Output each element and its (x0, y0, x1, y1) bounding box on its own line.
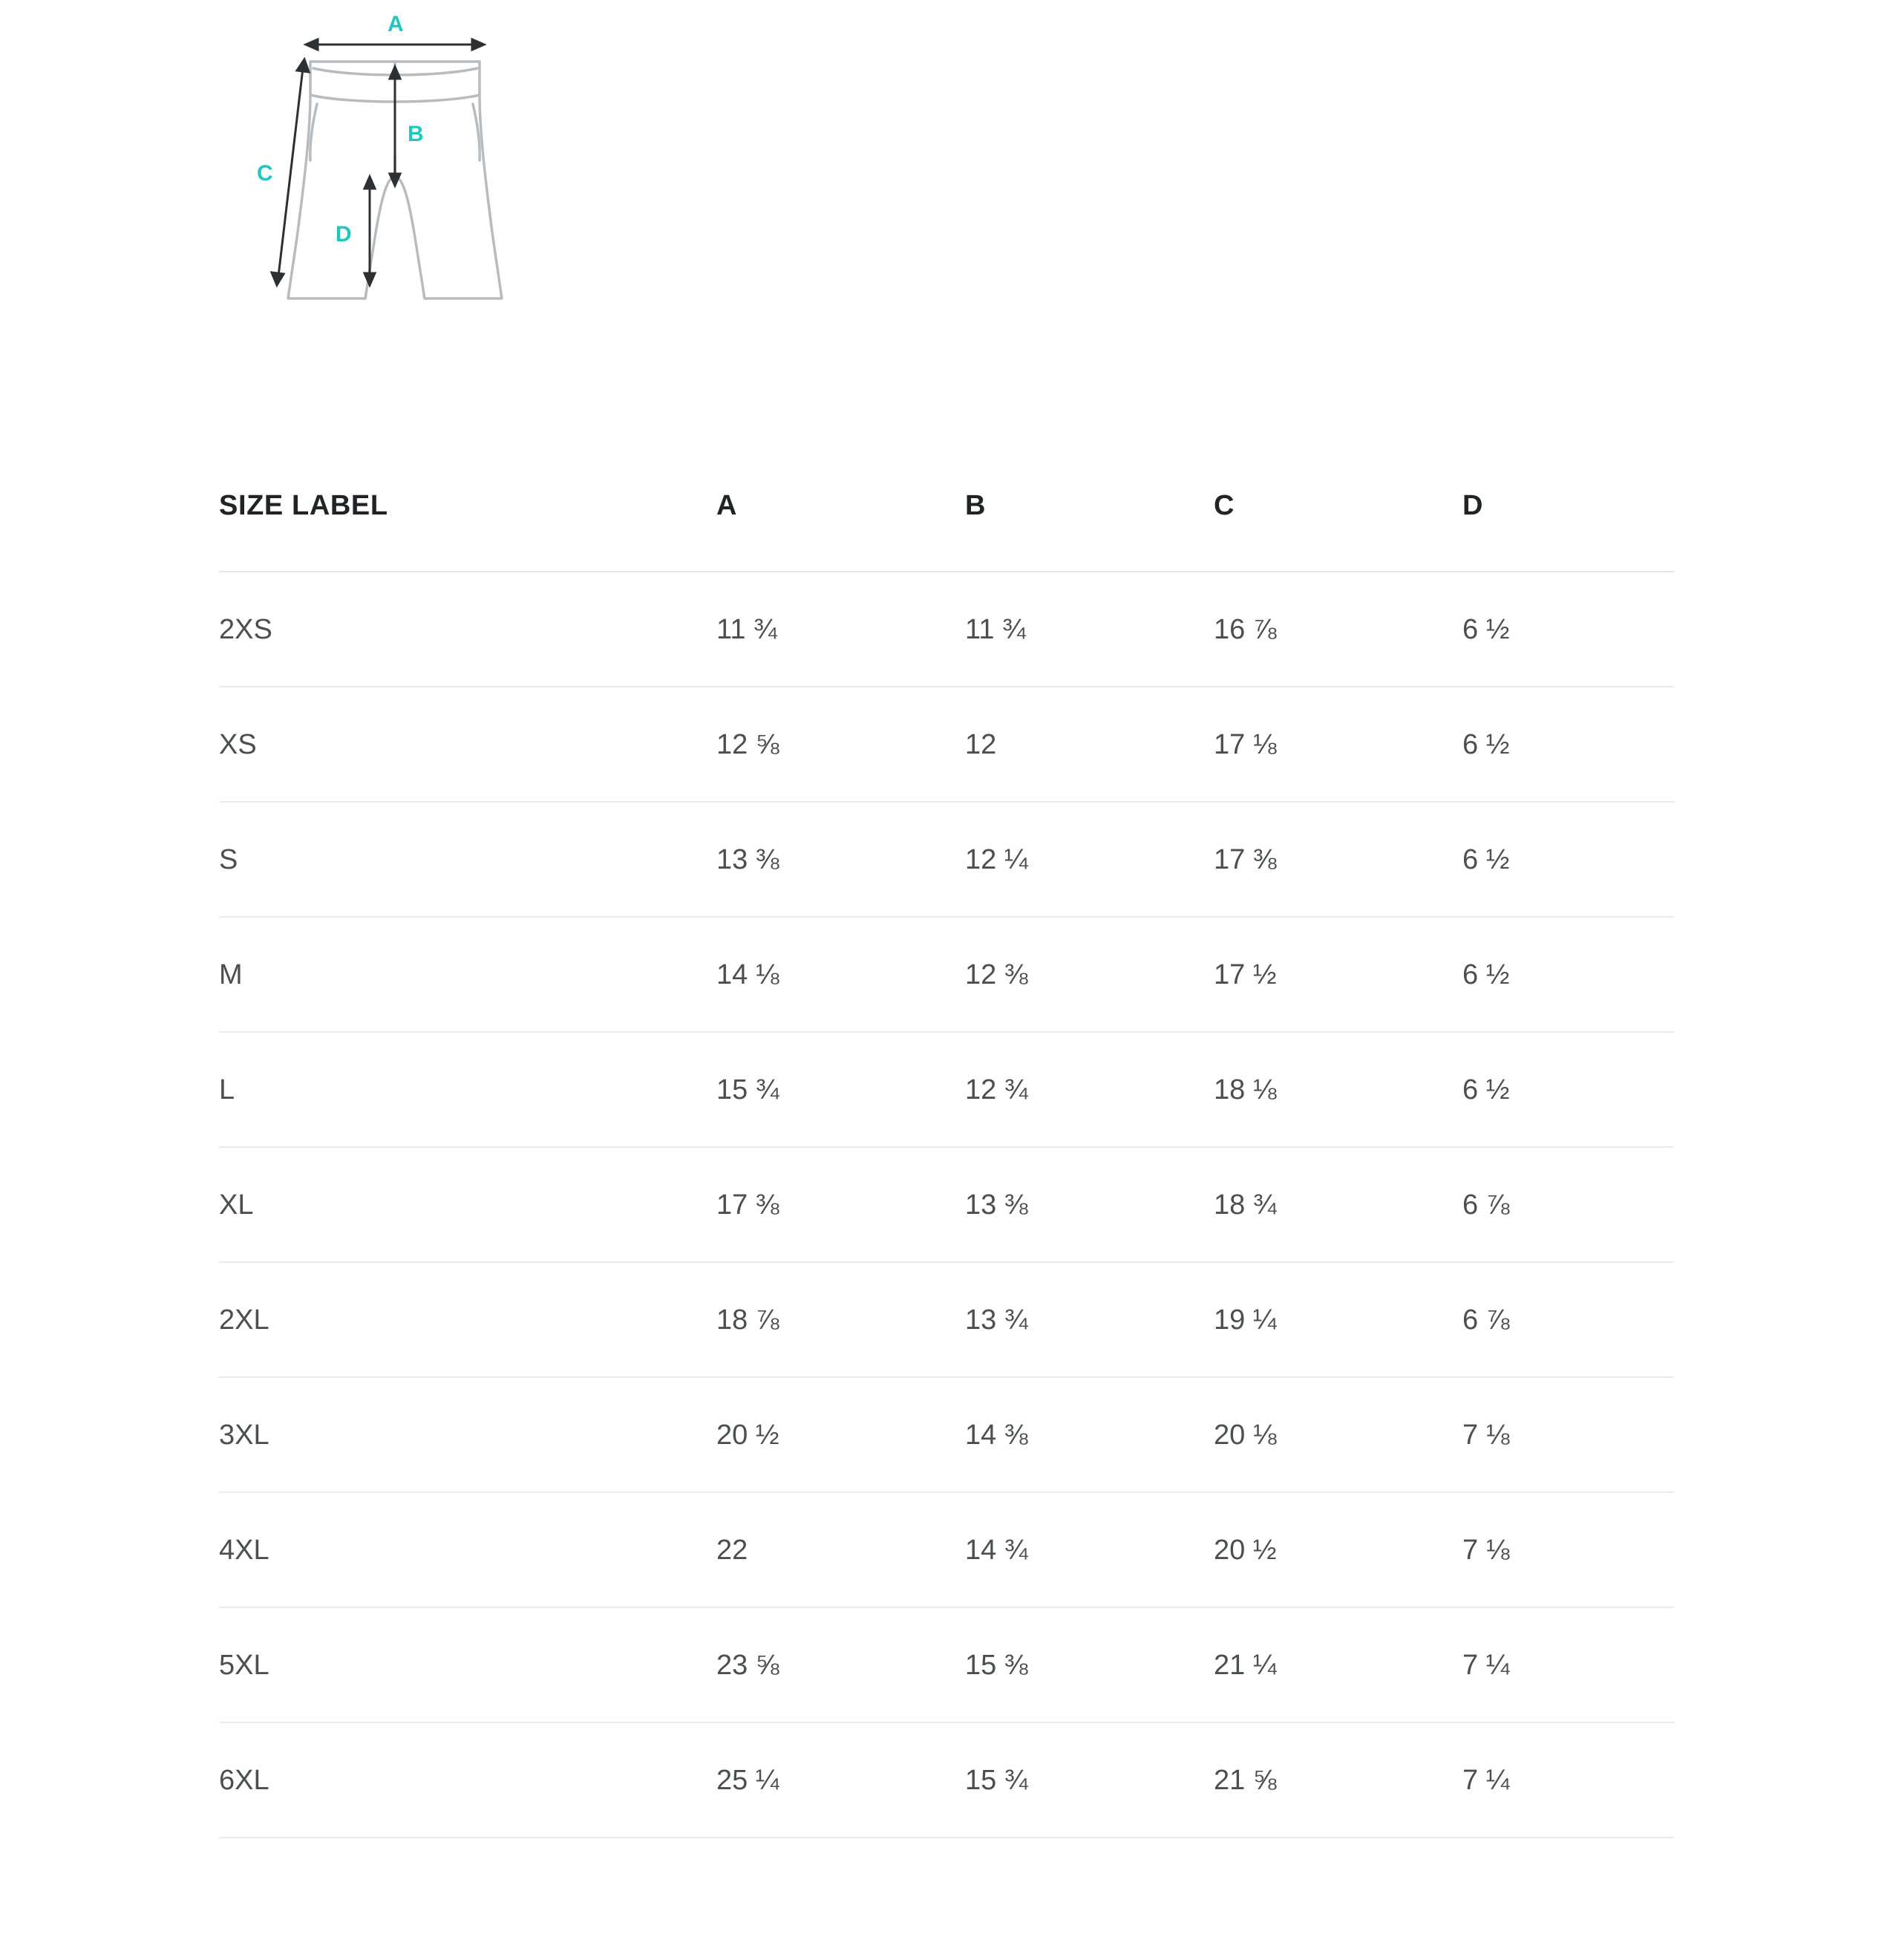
cell-size: L (219, 1032, 716, 1147)
cell-c: 17 ⅛ (1214, 687, 1462, 802)
cell-c: 21 ¼ (1214, 1607, 1462, 1722)
cell-size: M (219, 917, 716, 1032)
cell-d: 6 ½ (1462, 572, 1674, 687)
cell-d: 7 ⅛ (1462, 1492, 1674, 1607)
column-header-c: C (1214, 490, 1235, 521)
cell-size: 4XL (219, 1492, 716, 1607)
diagram-label-b: B (408, 122, 424, 146)
cell-d: 6 ⅞ (1462, 1147, 1674, 1262)
cell-d: 6 ⅞ (1462, 1262, 1674, 1377)
cell-d: 6 ½ (1462, 687, 1674, 802)
table-body (219, 572, 1674, 1838)
column-header-d: D (1462, 490, 1484, 521)
table-row (219, 1032, 1674, 1147)
cell-b: 12 ⅜ (965, 917, 1214, 1032)
cell-size: XS (219, 687, 716, 802)
cell-c: 18 ¾ (1214, 1147, 1462, 1262)
cell-d: 7 ¼ (1462, 1722, 1674, 1838)
cell-b: 13 ¾ (965, 1262, 1214, 1377)
cell-a: 12 ⅝ (716, 687, 965, 802)
table-row (219, 1147, 1674, 1262)
shorts-measurement-diagram (223, 15, 698, 460)
cell-b: 12 (965, 687, 1214, 802)
cell-d: 7 ¼ (1462, 1607, 1674, 1722)
table-header-row (219, 490, 1674, 572)
cell-b: 14 ¾ (965, 1492, 1214, 1607)
cell-b: 13 ⅜ (965, 1147, 1214, 1262)
cell-size: 2XL (219, 1262, 716, 1377)
cell-a: 15 ¾ (716, 1032, 965, 1147)
cell-d: 7 ⅛ (1462, 1377, 1674, 1492)
size-chart-table-wrap (219, 490, 1674, 1838)
cell-a: 18 ⅞ (716, 1262, 965, 1377)
table-row (219, 572, 1674, 687)
column-header-size-label: SIZE LABEL (219, 490, 388, 521)
cell-a: 20 ½ (716, 1377, 965, 1492)
cell-d: 6 ½ (1462, 802, 1674, 917)
diagram-label-c: C (257, 161, 273, 186)
cell-size: 6XL (219, 1722, 716, 1838)
cell-size: 5XL (219, 1607, 716, 1722)
cell-b: 11 ¾ (965, 572, 1214, 687)
cell-a: 17 ⅜ (716, 1147, 965, 1262)
cell-c: 18 ⅛ (1214, 1032, 1462, 1147)
cell-size: 3XL (219, 1377, 716, 1492)
table-row (219, 1722, 1674, 1838)
cell-a: 22 (716, 1492, 965, 1607)
table-row (219, 1607, 1674, 1722)
diagram-label-a: A (388, 15, 404, 36)
table-row (219, 802, 1674, 917)
cell-c: 20 ½ (1214, 1492, 1462, 1607)
cell-c: 17 ½ (1214, 917, 1462, 1032)
cell-size: XL (219, 1147, 716, 1262)
table-row (219, 1377, 1674, 1492)
table-row (219, 687, 1674, 802)
diagram-label-d: D (336, 222, 352, 246)
cell-c: 19 ¼ (1214, 1262, 1462, 1377)
table-row (219, 1492, 1674, 1607)
cell-d: 6 ½ (1462, 1032, 1674, 1147)
cell-b: 15 ¾ (965, 1722, 1214, 1838)
table-row (219, 1262, 1674, 1377)
cell-d: 6 ½ (1462, 917, 1674, 1032)
size-chart-table (219, 490, 1674, 1838)
table-row (219, 917, 1674, 1032)
cell-a: 13 ⅜ (716, 802, 965, 917)
cell-a: 14 ⅛ (716, 917, 965, 1032)
cell-b: 15 ⅜ (965, 1607, 1214, 1722)
cell-size: 2XS (219, 572, 716, 687)
cell-a: 23 ⅝ (716, 1607, 965, 1722)
cell-size: S (219, 802, 716, 917)
cell-a: 11 ¾ (716, 572, 965, 687)
column-header-a: A (716, 490, 738, 521)
table-header (219, 490, 1674, 572)
cell-a: 25 ¼ (716, 1722, 965, 1838)
cell-b: 12 ¾ (965, 1032, 1214, 1147)
cell-b: 14 ⅜ (965, 1377, 1214, 1492)
column-header-b: B (965, 490, 987, 521)
cell-c: 20 ⅛ (1214, 1377, 1462, 1492)
cell-c: 16 ⅞ (1214, 572, 1462, 687)
cell-c: 17 ⅜ (1214, 802, 1462, 917)
cell-c: 21 ⅝ (1214, 1722, 1462, 1838)
cell-b: 12 ¼ (965, 802, 1214, 917)
